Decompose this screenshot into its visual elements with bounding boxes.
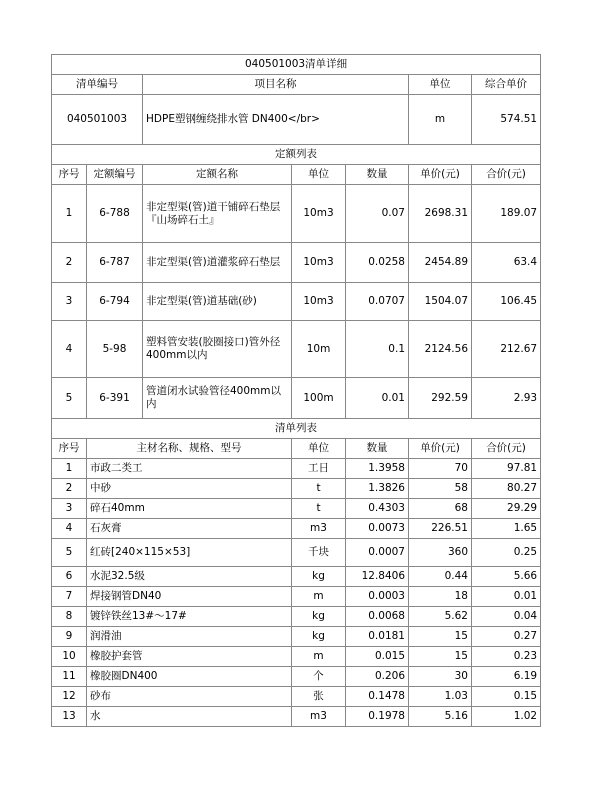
material-name: 砂布 xyxy=(87,687,292,707)
material-price: 30 xyxy=(409,667,472,687)
quota-header-row xyxy=(52,165,541,185)
bill-unit: m xyxy=(409,95,472,145)
material-no: 5 xyxy=(52,539,87,567)
material-price: 1.03 xyxy=(409,687,472,707)
quota-header-no: 序号 xyxy=(52,165,87,185)
material-total: 0.25 xyxy=(472,539,541,567)
material-qty: 0.0003 xyxy=(346,587,409,607)
material-price: 226.51 xyxy=(409,519,472,539)
quota-header-unit: 单位 xyxy=(292,165,346,185)
material-qty: 1.3826 xyxy=(346,479,409,499)
material-unit: 个 xyxy=(292,667,346,687)
table-row xyxy=(52,627,541,647)
bill-header-price: 综合单价 xyxy=(472,75,541,95)
material-price: 5.62 xyxy=(409,607,472,627)
materials-header-name: 主材名称、规格、型号 xyxy=(87,439,292,459)
material-name: 中砂 xyxy=(87,479,292,499)
material-price: 0.44 xyxy=(409,567,472,587)
material-price: 360 xyxy=(409,539,472,567)
material-no: 3 xyxy=(52,499,87,519)
table-row xyxy=(52,607,541,627)
quota-total: 212.67 xyxy=(472,321,541,378)
material-no: 6 xyxy=(52,567,87,587)
quota-price: 2454.89 xyxy=(409,243,472,283)
materials-header-no: 序号 xyxy=(52,439,87,459)
material-no: 13 xyxy=(52,707,87,727)
quota-unit: 10m3 xyxy=(292,283,346,321)
material-total: 5.66 xyxy=(472,567,541,587)
material-price: 70 xyxy=(409,459,472,479)
bill-header-unit: 单位 xyxy=(409,75,472,95)
table-row xyxy=(52,567,541,587)
material-name: 碎石40mm xyxy=(87,499,292,519)
material-price: 5.16 xyxy=(409,707,472,727)
table-row xyxy=(52,539,541,567)
material-no: 9 xyxy=(52,627,87,647)
material-qty: 0.0068 xyxy=(346,607,409,627)
quota-qty: 0.0258 xyxy=(346,243,409,283)
quota-section-row xyxy=(52,145,541,165)
materials-header-row xyxy=(52,439,541,459)
material-no: 11 xyxy=(52,667,87,687)
material-unit: t xyxy=(292,499,346,519)
material-total: 6.19 xyxy=(472,667,541,687)
quota-no: 2 xyxy=(52,243,87,283)
quota-section-title: 定额列表 xyxy=(52,145,541,165)
material-name: 水泥32.5级 xyxy=(87,567,292,587)
material-total: 80.27 xyxy=(472,479,541,499)
material-qty: 0.0007 xyxy=(346,539,409,567)
quota-unit: 10m3 xyxy=(292,243,346,283)
material-unit: m3 xyxy=(292,519,346,539)
material-qty: 0.015 xyxy=(346,647,409,667)
material-price: 18 xyxy=(409,587,472,607)
quota-no: 4 xyxy=(52,321,87,378)
bill-data-row xyxy=(52,95,541,145)
material-total: 29.29 xyxy=(472,499,541,519)
material-total: 0.04 xyxy=(472,607,541,627)
bill-detail-table xyxy=(51,54,541,727)
bill-price: 574.51 xyxy=(472,95,541,145)
material-unit: t xyxy=(292,479,346,499)
material-total: 0.01 xyxy=(472,587,541,607)
materials-section-title: 清单列表 xyxy=(52,419,541,439)
material-unit: kg xyxy=(292,567,346,587)
quota-header-name: 定额名称 xyxy=(143,165,292,185)
quota-name: 非定型渠(管)道干铺碎石垫层『山场碎石土』 xyxy=(143,185,292,243)
quota-total: 63.4 xyxy=(472,243,541,283)
quota-header-code: 定额编号 xyxy=(87,165,143,185)
quota-code: 6-391 xyxy=(87,378,143,419)
quota-qty: 0.1 xyxy=(346,321,409,378)
quota-qty: 0.01 xyxy=(346,378,409,419)
material-qty: 0.206 xyxy=(346,667,409,687)
material-qty: 0.0181 xyxy=(346,627,409,647)
material-qty: 0.4303 xyxy=(346,499,409,519)
material-qty: 1.3958 xyxy=(346,459,409,479)
quota-code: 5-98 xyxy=(87,321,143,378)
quota-total: 2.93 xyxy=(472,378,541,419)
quota-unit: 10m xyxy=(292,321,346,378)
quota-code: 6-787 xyxy=(87,243,143,283)
material-price: 58 xyxy=(409,479,472,499)
material-total: 97.81 xyxy=(472,459,541,479)
material-unit: m xyxy=(292,647,346,667)
table-row xyxy=(52,479,541,499)
material-name: 橡胶圈DN400 xyxy=(87,667,292,687)
materials-header-unit: 单位 xyxy=(292,439,346,459)
quota-price: 2698.31 xyxy=(409,185,472,243)
material-name: 镀锌铁丝13#～17# xyxy=(87,607,292,627)
materials-rows xyxy=(52,459,541,727)
quota-row xyxy=(52,283,541,321)
bill-header-code: 清单编号 xyxy=(52,75,143,95)
bill-header-row xyxy=(52,75,541,95)
quota-name: 非定型渠(管)道灌浆碎石垫层 xyxy=(143,243,292,283)
quota-header-total: 合价(元) xyxy=(472,165,541,185)
materials-header-qty: 数量 xyxy=(346,439,409,459)
quota-name: 管道闭水试验管径400mm以内 xyxy=(143,378,292,419)
table-row xyxy=(52,499,541,519)
quota-row xyxy=(52,243,541,283)
quota-header-price: 单价(元) xyxy=(409,165,472,185)
material-unit: m3 xyxy=(292,707,346,727)
quota-no: 5 xyxy=(52,378,87,419)
quota-code: 6-794 xyxy=(87,283,143,321)
material-qty: 12.8406 xyxy=(346,567,409,587)
material-no: 8 xyxy=(52,607,87,627)
quota-row xyxy=(52,185,541,243)
material-price: 15 xyxy=(409,647,472,667)
material-unit: kg xyxy=(292,627,346,647)
material-unit: 千块 xyxy=(292,539,346,567)
material-name: 市政二类工 xyxy=(87,459,292,479)
quota-unit: 10m3 xyxy=(292,185,346,243)
table-row xyxy=(52,667,541,687)
materials-header-total: 合价(元) xyxy=(472,439,541,459)
material-no: 7 xyxy=(52,587,87,607)
material-no: 10 xyxy=(52,647,87,667)
quota-price: 1504.07 xyxy=(409,283,472,321)
table-row xyxy=(52,707,541,727)
material-total: 0.27 xyxy=(472,627,541,647)
material-name: 润滑油 xyxy=(87,627,292,647)
quota-no: 1 xyxy=(52,185,87,243)
material-name: 焊接钢管DN40 xyxy=(87,587,292,607)
quota-header-qty: 数量 xyxy=(346,165,409,185)
material-qty: 0.1978 xyxy=(346,707,409,727)
material-no: 2 xyxy=(52,479,87,499)
bill-code: 040501003 xyxy=(52,95,143,145)
material-unit: 工日 xyxy=(292,459,346,479)
table-row xyxy=(52,459,541,479)
material-price: 68 xyxy=(409,499,472,519)
materials-section-row xyxy=(52,419,541,439)
quota-price: 292.59 xyxy=(409,378,472,419)
table-title-row xyxy=(52,55,541,75)
quota-total: 106.45 xyxy=(472,283,541,321)
material-name: 石灰膏 xyxy=(87,519,292,539)
table-row xyxy=(52,587,541,607)
materials-header-price: 单价(元) xyxy=(409,439,472,459)
material-unit: 张 xyxy=(292,687,346,707)
quota-price: 2124.56 xyxy=(409,321,472,378)
quota-no: 3 xyxy=(52,283,87,321)
material-no: 1 xyxy=(52,459,87,479)
material-total: 0.23 xyxy=(472,647,541,667)
quota-qty: 0.07 xyxy=(346,185,409,243)
quota-code: 6-788 xyxy=(87,185,143,243)
material-total: 0.15 xyxy=(472,687,541,707)
quota-unit: 100m xyxy=(292,378,346,419)
quota-row xyxy=(52,321,541,378)
table-row xyxy=(52,687,541,707)
material-name: 橡胶护套管 xyxy=(87,647,292,667)
bill-name: HDPE塑钢缠绕排水管 DN400</br> xyxy=(143,95,409,145)
bill-header-name: 项目名称 xyxy=(143,75,409,95)
material-name: 红砖[240×115×53] xyxy=(87,539,292,567)
quota-row xyxy=(52,378,541,419)
quota-name: 非定型渠(管)道基础(砂) xyxy=(143,283,292,321)
material-name: 水 xyxy=(87,707,292,727)
quota-name: 塑料管安装(胶圈接口)管外径400mm以内 xyxy=(143,321,292,378)
table-row xyxy=(52,519,541,539)
material-no: 12 xyxy=(52,687,87,707)
material-total: 1.65 xyxy=(472,519,541,539)
material-no: 4 xyxy=(52,519,87,539)
table-row xyxy=(52,647,541,667)
material-price: 15 xyxy=(409,627,472,647)
material-qty: 0.1478 xyxy=(346,687,409,707)
material-unit: kg xyxy=(292,607,346,627)
material-total: 1.02 xyxy=(472,707,541,727)
material-unit: m xyxy=(292,587,346,607)
page-title: 040501003清单详细 xyxy=(52,55,541,75)
quota-total: 189.07 xyxy=(472,185,541,243)
material-qty: 0.0073 xyxy=(346,519,409,539)
quota-qty: 0.0707 xyxy=(346,283,409,321)
